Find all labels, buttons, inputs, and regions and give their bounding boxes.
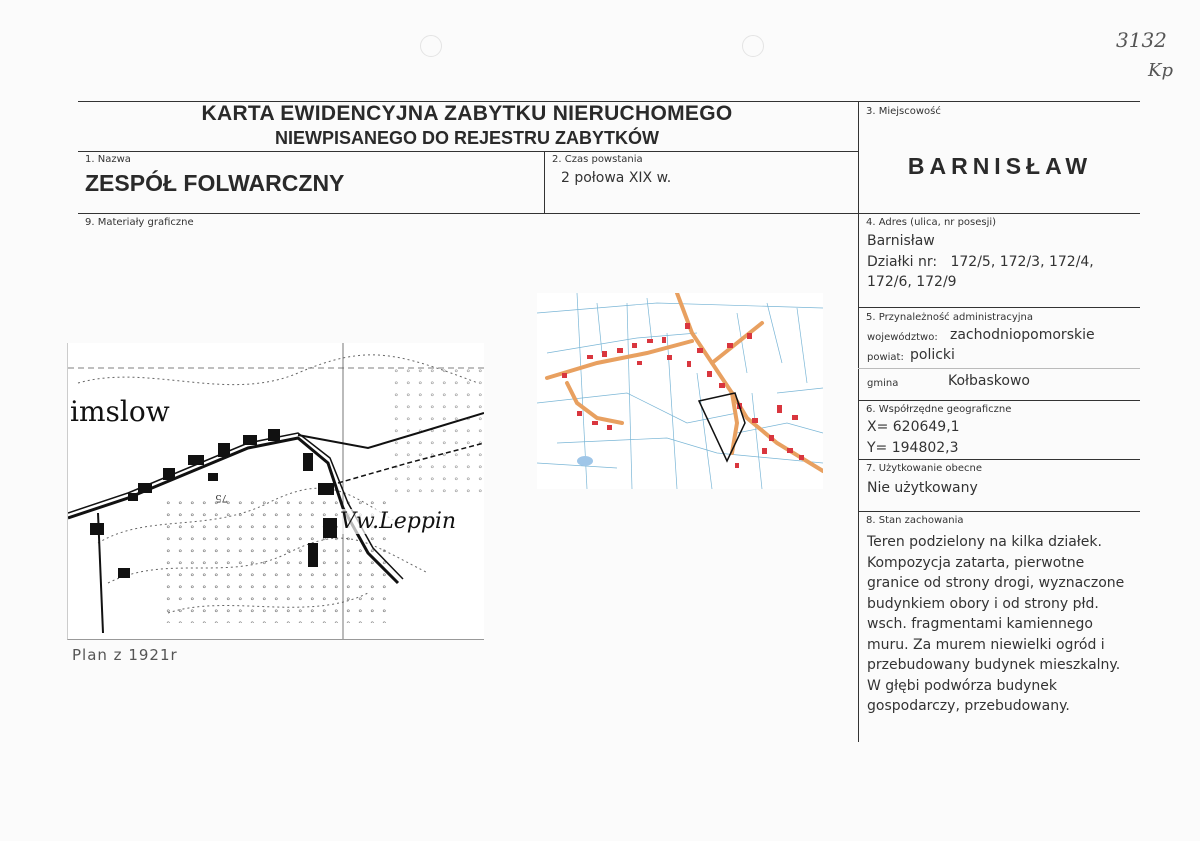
- punch-hole-right: [742, 35, 764, 57]
- powiat-value: policki: [910, 347, 955, 363]
- punch-hole-left: [420, 35, 442, 57]
- wsp-y: Y= 194802,3: [867, 440, 959, 456]
- gmina-value: Kołbaskowo: [948, 373, 1030, 389]
- map-label-estate: Vw.Leppin: [340, 509, 457, 534]
- card-subtitle: NIEWPISANEGO DO REJESTRU ZABYTKÓW: [274, 128, 660, 148]
- historical-map-caption: Plan z 1921r: [72, 646, 178, 660]
- rule-usage: [858, 511, 1140, 512]
- uzyt-value: Nie użytkowany: [867, 480, 978, 496]
- main-divider: [858, 101, 859, 742]
- divider-name-date: [544, 151, 545, 213]
- historical-map: [67, 343, 484, 640]
- powiat-label: powiat:: [867, 352, 904, 363]
- wojewodztwo-label: województwo:: [867, 332, 938, 343]
- stan-label: 8. Stan zachowania: [866, 515, 964, 526]
- rule-address: [858, 307, 1140, 308]
- svg-text:75: 75: [215, 492, 228, 503]
- handwritten-number: 3132: [1116, 28, 1167, 52]
- cadastral-map-drawing: [537, 293, 823, 489]
- adres-label: 4. Adres (ulica, nr posesji): [866, 217, 997, 228]
- rule-title: [78, 151, 858, 152]
- wsp-x: X= 620649,1: [867, 419, 960, 435]
- rule-admin: [858, 400, 1140, 401]
- wojewodztwo-value: zachodniopomorskie: [950, 327, 1095, 343]
- adres-line3: 172/6, 172/9: [867, 274, 957, 290]
- rule-coords: [858, 459, 1140, 460]
- cadastral-map: [537, 293, 823, 489]
- nazwa-label: 1. Nazwa: [85, 154, 131, 165]
- uzyt-label: 7. Użytkowanie obecne: [866, 463, 983, 474]
- handwritten-code: Kp: [1148, 60, 1173, 81]
- wsp-label: 6. Współrzędne geograficzne: [866, 404, 1012, 415]
- miejscowosc-label: 3. Miejscowość: [866, 106, 941, 117]
- card-title: KARTA EWIDENCYJNA ZABYTKU NIERUCHOMEGO: [201, 102, 733, 125]
- rule-name: [78, 213, 1140, 214]
- adres-line2: Działki nr: 172/5, 172/3, 172/4,: [867, 254, 1094, 270]
- materialy-label: 9. Materiały graficzne: [85, 217, 194, 228]
- admin-label: 5. Przynależność administracyjna: [866, 312, 1033, 323]
- czas-value: 2 połowa XIX w.: [561, 170, 672, 186]
- stan-value: Teren podzielony na kilka działek. Kompozycja zatarta, pierwotne granice od strony drogi, wyznaczone budynkiem obory i od strony płd. wsch. fragmentami kamiennego muru. Za murem niewielki ogród i przebudowany budynek mieszkalny. W głębi podwórza budynek gospodarczy, przebudowany.: [867, 534, 1125, 714]
- gmina-label: gmina: [867, 378, 899, 389]
- rule-gmina: [858, 368, 1140, 369]
- map-label-village: imslow: [70, 395, 170, 428]
- nazwa-value: ZESPÓŁ FOLWARCZNY: [85, 170, 345, 196]
- historical-map-drawing: [68, 343, 484, 639]
- adres-line1: Barnisław: [867, 233, 935, 249]
- miejscowosc-value: BARNISŁAW: [907, 153, 1093, 179]
- czas-label: 2. Czas powstania: [552, 154, 643, 165]
